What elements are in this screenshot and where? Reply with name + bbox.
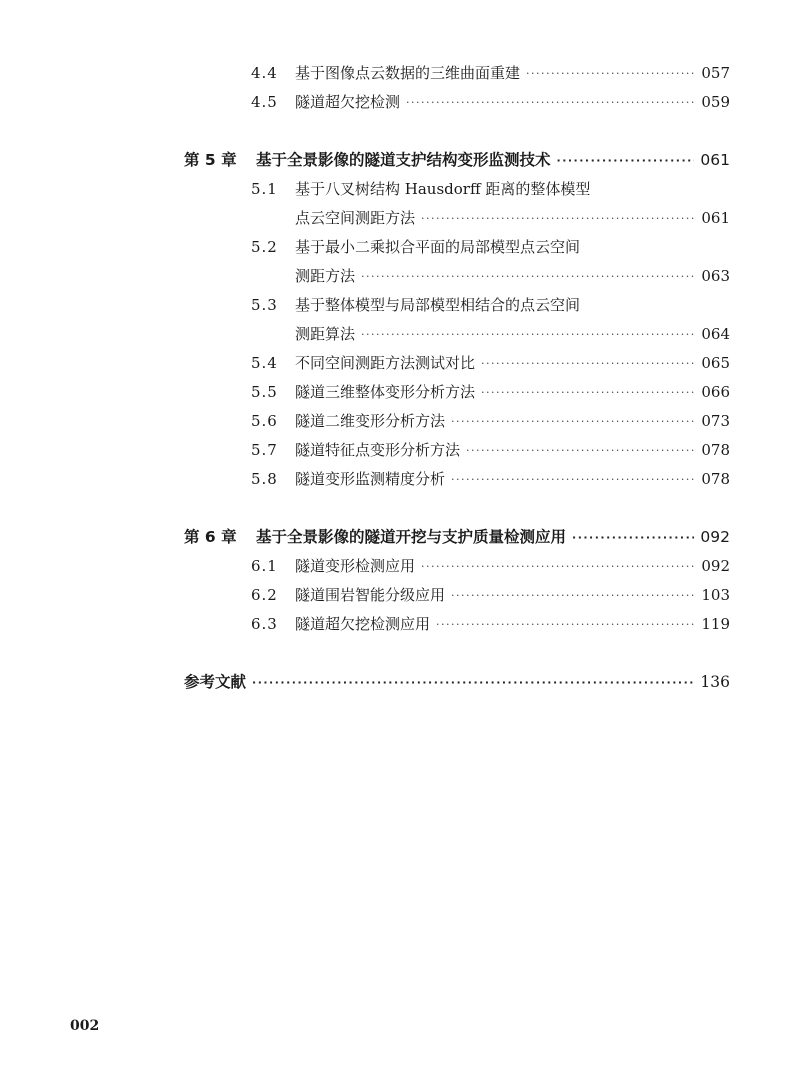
page-number: 136 xyxy=(700,673,730,691)
section-title: 基于图像点云数据的三维曲面重建 xyxy=(295,64,521,82)
page-number: 073 xyxy=(701,412,730,430)
section-title: 隧道围岩智能分级应用 xyxy=(295,586,446,604)
toc-references[interactable] xyxy=(184,672,730,692)
toc-entry-5-5[interactable] xyxy=(251,382,730,402)
section-title: 隧道超欠挖检测应用 xyxy=(295,615,431,633)
leader-dots xyxy=(481,383,695,403)
section-number: 6.3 xyxy=(251,615,278,633)
toc-entry-4-4[interactable] xyxy=(251,63,730,83)
leader-dots xyxy=(572,528,694,548)
toc-entry-5-7[interactable] xyxy=(251,440,730,460)
page-number: 078 xyxy=(701,441,730,459)
leader-dots xyxy=(252,673,694,693)
toc-entry-6-3[interactable] xyxy=(251,614,730,634)
page-number: 063 xyxy=(701,267,730,285)
leader-dots xyxy=(451,586,695,606)
leader-dots xyxy=(421,209,695,229)
leader-dots xyxy=(406,93,695,113)
page-number: 092 xyxy=(700,528,730,546)
chapter-number: 第 5 章 xyxy=(184,151,237,169)
toc-entry-5-2[interactable] xyxy=(251,237,730,257)
toc-entry-5-1[interactable] xyxy=(251,179,730,199)
section-number: 4.4 xyxy=(251,64,278,82)
leader-dots xyxy=(436,615,695,635)
section-number: 5.2 xyxy=(251,238,278,256)
leader-dots xyxy=(481,354,695,374)
leader-dots xyxy=(451,412,695,432)
section-number: 5.6 xyxy=(251,412,278,430)
leader-dots xyxy=(421,557,695,577)
toc-entry-5-3-cont[interactable] xyxy=(295,324,730,344)
section-title: 不同空间测距方法测试对比 xyxy=(295,354,476,372)
section-title: 隧道特征点变形分析方法 xyxy=(295,441,461,459)
section-title: 基于最小二乘拟合平面的局部模型点云空间 xyxy=(295,238,581,256)
section-number: 4.5 xyxy=(251,93,278,111)
section-title: 隧道三维整体变形分析方法 xyxy=(295,383,476,401)
section-title: 隧道二维变形分析方法 xyxy=(295,412,446,430)
page-number: 065 xyxy=(701,354,730,372)
section-number: 5.3 xyxy=(251,296,278,314)
page-number: 078 xyxy=(701,470,730,488)
section-number: 5.1 xyxy=(251,180,278,198)
toc-chapter-5[interactable] xyxy=(184,150,730,170)
section-title: 隧道变形监测精度分析 xyxy=(295,470,446,488)
page-number: 059 xyxy=(701,93,730,111)
toc-entry-4-5[interactable] xyxy=(251,92,730,112)
footer-page-number: 002 xyxy=(70,1018,100,1034)
toc-entry-6-2[interactable] xyxy=(251,585,730,605)
references-title: 参考文献 xyxy=(184,673,247,691)
chapter-title: 基于全景影像的隧道支护结构变形监测技术 xyxy=(256,151,551,169)
section-title: 基于八叉树结构 Hausdorff 距离的整体模型 xyxy=(295,180,591,198)
leader-dots xyxy=(361,325,695,345)
section-number: 5.5 xyxy=(251,383,278,401)
leader-dots xyxy=(466,441,695,461)
leader-dots xyxy=(361,267,695,287)
page-number: 064 xyxy=(701,325,730,343)
toc-entry-5-1-cont[interactable] xyxy=(295,208,730,228)
section-title-continued: 点云空间测距方法 xyxy=(295,209,416,227)
chapter-title: 基于全景影像的隧道开挖与支护质量检测应用 xyxy=(256,528,567,546)
section-title-continued: 测距方法 xyxy=(295,267,356,285)
section-title-continued: 测距算法 xyxy=(295,325,356,343)
section-number: 5.8 xyxy=(251,470,278,488)
leader-dots xyxy=(526,64,695,84)
toc-entry-5-8[interactable] xyxy=(251,469,730,489)
section-title: 隧道变形检测应用 xyxy=(295,557,416,575)
section-number: 6.2 xyxy=(251,586,278,604)
toc-entry-6-1[interactable] xyxy=(251,556,730,576)
toc-entry-5-6[interactable] xyxy=(251,411,730,431)
leader-dots xyxy=(557,151,695,171)
section-number: 5.4 xyxy=(251,354,278,372)
section-number: 6.1 xyxy=(251,557,278,575)
page-number: 119 xyxy=(701,615,730,633)
page-number: 092 xyxy=(701,557,730,575)
toc-chapter-6[interactable] xyxy=(184,527,730,547)
leader-dots xyxy=(451,470,695,490)
toc-entry-5-2-cont[interactable] xyxy=(295,266,730,286)
toc-entry-5-4[interactable] xyxy=(251,353,730,373)
page-number: 066 xyxy=(701,383,730,401)
page-number: 103 xyxy=(701,586,730,604)
section-title: 隧道超欠挖检测 xyxy=(295,93,401,111)
toc-entry-5-3[interactable] xyxy=(251,295,730,315)
page-number: 061 xyxy=(700,151,730,169)
page-number: 061 xyxy=(701,209,730,227)
chapter-number: 第 6 章 xyxy=(184,528,237,546)
section-number: 5.7 xyxy=(251,441,278,459)
page-number: 057 xyxy=(701,64,730,82)
section-title: 基于整体模型与局部模型相结合的点云空间 xyxy=(295,296,581,314)
